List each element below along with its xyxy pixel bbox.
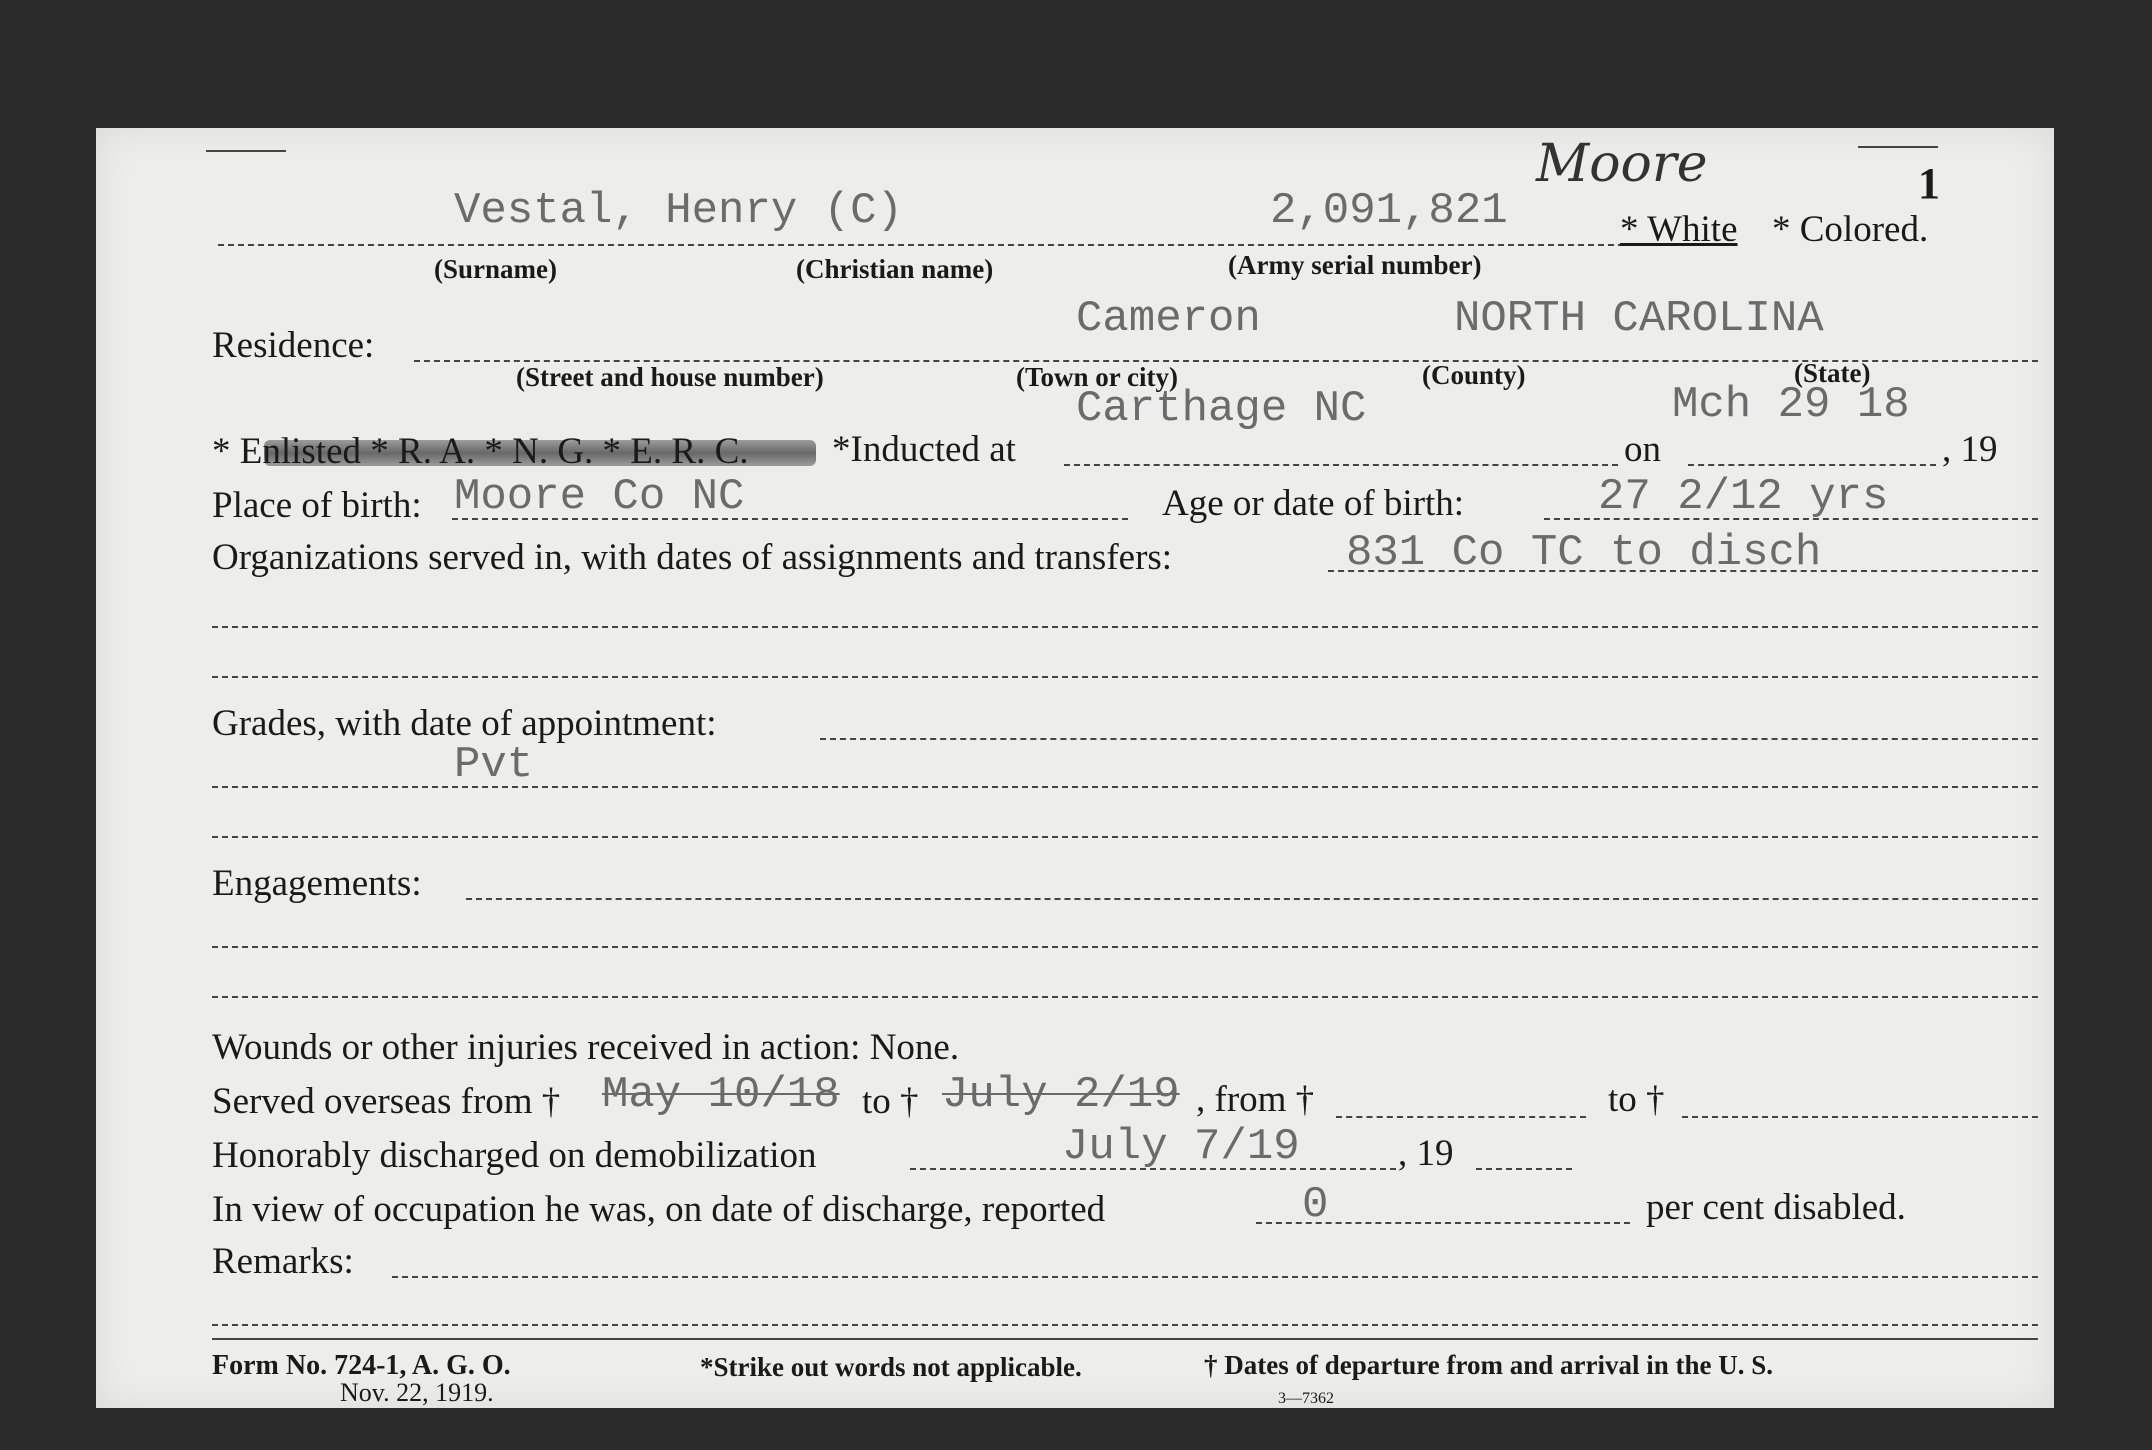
label-engagements: Engagements: (212, 863, 422, 904)
remarks-line-1 (392, 1276, 2038, 1278)
label-discharged: Honorably discharged on demobilization (212, 1135, 817, 1176)
org-line-1 (1328, 570, 2038, 572)
dates-note: † Dates of departure from and arrival in the U. S. (1204, 1350, 1773, 1380)
age-line (1544, 518, 2038, 520)
label-grades: Grades, with date of appointment: (212, 703, 717, 744)
org-line-2 (212, 626, 2038, 628)
label-to-2: to † (1608, 1079, 1665, 1120)
grades-line-1 (820, 738, 2038, 740)
grade: Pvt (454, 740, 534, 790)
form-number: Form No. 724-1, A. G. O. (212, 1350, 511, 1381)
form-date: Nov. 22, 1919. (340, 1378, 494, 1407)
race-white: * White (1620, 209, 1738, 250)
remarks-line-2 (212, 1324, 2038, 1326)
disabled-percent: 0 (1302, 1180, 1329, 1230)
residence-state: NORTH CAROLINA (1454, 294, 1824, 344)
induction-date: Mch 29 18 (1672, 380, 1910, 430)
service-record-card (96, 128, 2054, 1408)
label-overseas-to: to † (862, 1081, 919, 1122)
grades-line-2 (212, 786, 2038, 788)
organizations: 831 Co TC to disch (1346, 528, 1822, 578)
disabled-line (1256, 1222, 1630, 1224)
org-line-3 (212, 676, 2038, 678)
label-organizations: Organizations served in, with dates of assignments and transfers: (212, 537, 1173, 578)
card-number: 1 (1918, 159, 1940, 208)
label-christian-name: (Christian name) (796, 254, 994, 284)
top-right-rule (1858, 146, 1938, 148)
label-from-2: , from † (1196, 1079, 1315, 1120)
induction-place: Carthage NC (1076, 384, 1367, 434)
label-remarks: Remarks: (212, 1241, 354, 1282)
from-2-line (1336, 1116, 1586, 1118)
label-residence: Residence: (212, 325, 375, 366)
label-19-induct: , 19 (1942, 429, 1998, 470)
label-state: (State) (1794, 358, 1871, 388)
label-age: Age or date of birth: (1162, 483, 1465, 524)
label-place-of-birth: Place of birth: (212, 485, 422, 526)
strike-note: *Strike out words not applicable. (700, 1352, 1082, 1382)
county-handwritten: Moore (1536, 134, 1708, 194)
label-inducted-at: *Inducted at (832, 429, 1016, 470)
engagements-line-1 (466, 898, 2038, 900)
label-enlisted: * Enlisted * R. A. * N. G. * E. R. C. (212, 431, 749, 472)
label-wounds: Wounds or other injuries received in action: None. (212, 1027, 960, 1068)
discharge-year-line (1476, 1168, 1572, 1170)
race-colored: * Colored. (1772, 209, 1929, 250)
print-code: 3—7362 (1278, 1390, 1334, 1407)
birthplace: Moore Co NC (454, 472, 745, 522)
birthplace-line (452, 518, 1128, 520)
label-county: (County) (1422, 360, 1526, 390)
on-line (1688, 464, 1936, 466)
inducted-line (1064, 464, 1618, 466)
label-19-discharge: , 19 (1398, 1133, 1454, 1174)
label-per-cent-disabled: per cent disabled. (1646, 1187, 1906, 1228)
footer-rule (212, 1338, 2038, 1340)
to-2-line (1682, 1116, 2038, 1118)
overseas-to-date: July 2/19 (942, 1070, 1180, 1120)
overseas-from-date: May 10/18 (602, 1070, 840, 1120)
residence-town: Cameron (1076, 294, 1261, 344)
label-street: (Street and house number) (516, 362, 824, 392)
label-on: on (1624, 429, 1661, 470)
top-left-rule (206, 150, 286, 152)
label-surname: (Surname) (434, 254, 557, 284)
engagements-line-3 (212, 996, 2038, 998)
label-town: (Town or city) (1016, 362, 1178, 392)
label-serial-number: (Army serial number) (1228, 250, 1482, 280)
grades-line-3 (212, 836, 2038, 838)
discharge-date: July 7/19 (1062, 1122, 1300, 1172)
discharge-line (910, 1168, 1396, 1170)
name-line (218, 244, 1714, 246)
engagements-line-2 (212, 946, 2038, 948)
label-occupation: In view of occupation he was, on date of discharge, reported (212, 1189, 1106, 1230)
age: 27 2/12 yrs (1598, 472, 1889, 522)
serial-number: 2,091,821 (1270, 186, 1508, 236)
name-typed: Vestal, Henry (C) (454, 186, 903, 236)
label-served-overseas: Served overseas from † (212, 1081, 561, 1122)
